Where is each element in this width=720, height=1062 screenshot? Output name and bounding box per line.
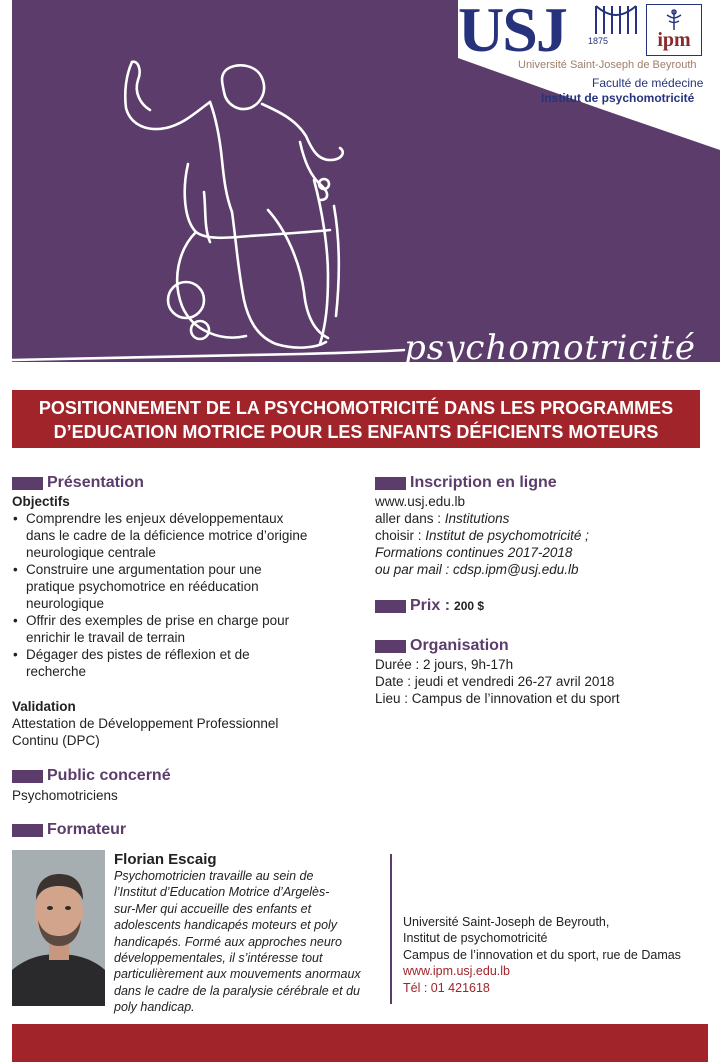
psychomotricite-script: psychomotricité xyxy=(404,328,697,368)
trainer-name: Florian Escaig xyxy=(114,851,217,868)
list-item: • Comprendre les enjeux développementaux dans le cadre de la déficience motrice d’origine neurologique centrale xyxy=(26,510,362,561)
hero-banner xyxy=(0,0,720,372)
university-name: Université Saint-Joseph de Beyrouth xyxy=(518,59,697,71)
title-line-2: D’EDUCATION MOTRICE POUR LES ENFANTS DÉFICIENTS MOTEURS xyxy=(53,422,659,442)
list-item: • Construire une argumentation pour une pratique psychomotrice en rééducation neurologique xyxy=(26,561,362,612)
institute-name: Institut de psychomotricité xyxy=(541,91,695,105)
title-line-1: POSITIONNEMENT DE LA PSYCHOMOTRICITÉ DANS LES PROGRAMMES xyxy=(38,398,674,418)
faculty-name: Faculté de médecine xyxy=(592,76,704,90)
list-item: • Offrir des exemples de prise en charge pour enrichir le travail de terrain xyxy=(26,612,362,646)
ipm-logo-text: ipm xyxy=(657,29,691,51)
trainer-bio: Psychomotricien travaille au sein de l’Institut d’Education Motrice d’Argelès- sur-Mer qui accueille des enfants et adolescents handicapés moteurs et poly handicapés. Formé aux approches neuro développementales, il s’intéresse tout particulièrement aux mouvements anormaux dans le cadre de la paralysie cérébrale et du poly handicap. xyxy=(114,869,361,1015)
section-bar xyxy=(375,477,406,490)
objectifs-label: Objectifs xyxy=(12,494,70,509)
caduceus-icon xyxy=(659,9,689,31)
inscription-formations: Formations continues 2017-2018 xyxy=(375,545,573,560)
public-text: Psychomotriciens xyxy=(12,788,118,803)
trainer-photo xyxy=(12,850,105,1006)
section-bar xyxy=(12,477,43,490)
usj-logo: USJ xyxy=(458,0,566,65)
inscription-choisir: choisir : Institut de psychomotricité ; xyxy=(375,528,589,543)
contact-website[interactable]: www.ipm.usj.edu.lb xyxy=(403,964,510,979)
inscription-details xyxy=(375,493,705,578)
section-bar xyxy=(375,600,406,613)
section-formateur-heading: Formateur xyxy=(12,821,126,839)
section-bar xyxy=(12,770,43,783)
contact-phone: Tél : 01 421618 xyxy=(403,980,490,995)
columns-emblem-icon xyxy=(590,4,642,36)
section-public-heading: Public concerné xyxy=(12,767,171,785)
footer-bar xyxy=(12,1024,708,1062)
inscription-aller: aller dans : Institutions xyxy=(375,511,510,526)
section-bar xyxy=(375,640,406,653)
organisation-details: Durée : 2 jours, 9h-17h Date : jeudi et vendredi 26-27 avril 2018 Lieu : Campus de l’innovation et du sport xyxy=(375,657,620,706)
section-prix-heading: Prix : 200 $ xyxy=(375,597,484,615)
inscription-url[interactable]: www.usj.edu.lb xyxy=(375,494,466,509)
list-item: • Dégager des pistes de réflexion et de recherche xyxy=(26,646,362,680)
contact-divider xyxy=(390,854,392,1004)
validation-label: Validation xyxy=(12,699,76,714)
ipm-logo xyxy=(646,4,702,56)
founding-year: 1875 xyxy=(588,36,609,46)
section-inscription-heading: Inscription en ligne xyxy=(375,474,557,492)
title-banner xyxy=(12,390,700,448)
section-bar xyxy=(12,824,43,837)
section-presentation-heading: Présentation xyxy=(12,474,144,492)
prix-value: 200 $ xyxy=(454,599,485,613)
contact-block: Université Saint-Joseph de Beyrouth, Institut de psychomotricité Campus de l’innovation et du sport, rue de Damas www.ipm.usj.edu.lb Tél : 01 421618 xyxy=(403,914,708,996)
validation-text: Attestation de Développement Professionnel Continu (DPC) xyxy=(12,716,279,748)
inscription-mail[interactable]: ou par mail : cdsp.ipm@usj.edu.lb xyxy=(375,562,579,577)
section-organisation-heading: Organisation xyxy=(375,637,509,655)
objectifs-list xyxy=(12,510,362,680)
